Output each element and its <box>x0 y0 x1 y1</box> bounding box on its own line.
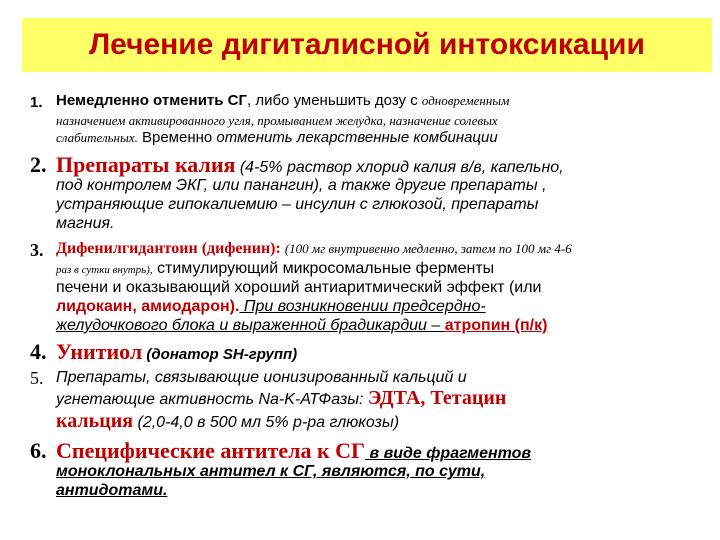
item-text: в виде фрагментов <box>365 445 532 462</box>
item-text: слабительных. <box>56 130 138 145</box>
item-line: магния. <box>56 215 115 232</box>
item-number: 1. <box>30 94 43 111</box>
item-number: 6. <box>30 438 47 463</box>
item-line: печени и оказывающий хороший антиаритмический эффект (или <box>56 279 542 296</box>
item-emphasis: Специфические антитела к СГ <box>56 438 366 463</box>
item-line <box>56 152 564 178</box>
item-line <box>56 129 498 147</box>
item-text: При возникновении предсердно- <box>239 298 486 315</box>
item-line: Препараты, связывающие ионизированный кальций и <box>56 369 467 386</box>
item-number: 2. <box>30 152 47 177</box>
item-text: стимулирующий микросомальные ферменты <box>152 260 495 277</box>
item-text: , либо уменьшить дозу с <box>247 92 422 109</box>
item-line <box>56 410 399 433</box>
item-number: 4. <box>30 339 47 364</box>
item-text: (донатор SH-групп) <box>142 346 298 363</box>
item-text: угнетающие активность Na-K-АТФазы: <box>56 391 368 408</box>
item-text: желудочкового блока и выраженной брадикардии – <box>56 317 445 334</box>
item-emphasis: Дифенилгидантоин (дифенин): <box>56 240 285 257</box>
item-emphasis: кальция <box>56 410 134 432</box>
title-banner <box>22 18 712 72</box>
item-text: Временно <box>137 129 217 146</box>
item-number: 3. <box>30 240 44 260</box>
item-emphasis: ЭДТА, Тетацин <box>367 387 507 409</box>
item-emphasis: лидокаин, амиодарон). <box>56 298 240 315</box>
item-text: (2,0-4,0 в 500 мл 5% р-ра глюкозы) <box>133 414 400 431</box>
item-line: устраняющие гипокалиемию – инсулин с глюкозой, препараты <box>56 196 539 213</box>
page-title: Лечение дигиталисной интоксикации <box>89 28 645 61</box>
item-text: отменить лекарственные комбинации <box>216 129 498 146</box>
item-line <box>56 438 531 464</box>
item-line <box>56 317 547 335</box>
item-number: 5. <box>30 368 44 388</box>
item-emphasis: Препараты калия <box>56 152 236 177</box>
item-line <box>56 240 572 258</box>
item-line <box>56 260 494 278</box>
item-line <box>56 92 509 110</box>
item-text: одновременным <box>421 93 510 108</box>
item-line <box>56 387 506 410</box>
item-line: под контролем ЭКГ, или панангин), а также другие препараты , <box>56 177 547 194</box>
item-text: (100 мг внутривенно медленно, затем по 100 мг 4-6 <box>284 241 572 256</box>
item-line: антидотами. <box>56 482 168 499</box>
item-line: назначением активированного угля, промыванием желудка, назначение солевых <box>56 113 498 128</box>
item-emphasis: Немедленно отменить СГ <box>56 92 247 109</box>
item-text: (4-5% раствор хлорид калия в/в, капельно, <box>235 159 564 176</box>
item-line <box>56 339 297 365</box>
item-text: раз в сутки внутрь), <box>56 264 153 276</box>
item-emphasis: атропин (п/к) <box>444 317 548 334</box>
item-line <box>56 298 486 316</box>
item-emphasis: Унитиол <box>56 339 143 364</box>
item-line: моноклональных антител к СГ, являются, по сути, <box>56 463 486 480</box>
